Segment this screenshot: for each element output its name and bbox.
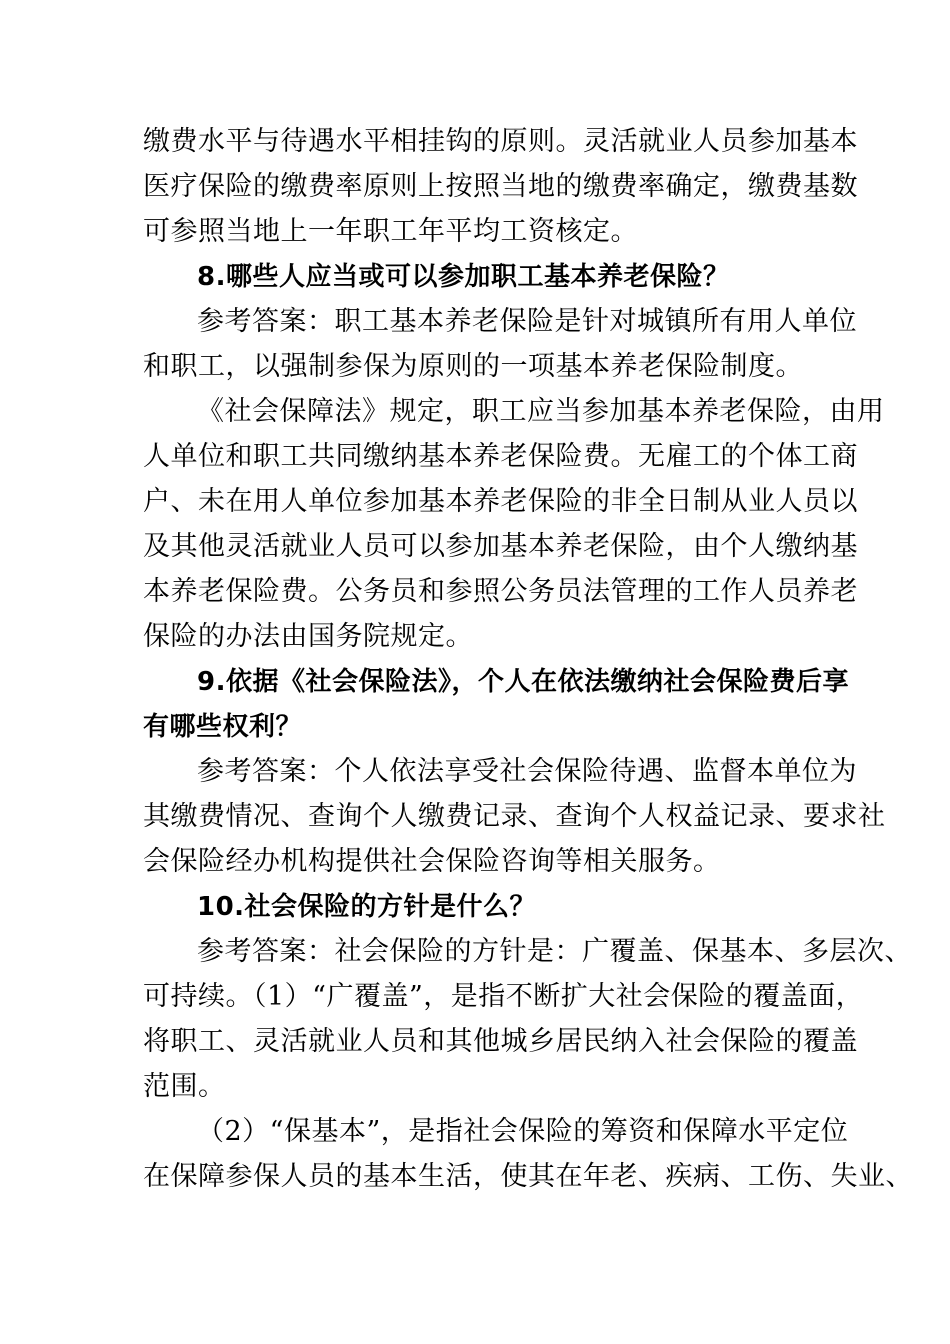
body-text-line: 人单位和职工共同缴纳基本养老保险费。无雇工的个体工商 xyxy=(143,441,858,472)
answer-text-line: 参考答案：个人依法享受社会保险待遇、监督本单位为 xyxy=(197,756,857,787)
body-text-line: 缴费水平与待遇水平相挂钩的原则。灵活就业人员参加基本 xyxy=(143,126,858,157)
answer-text-line: 其缴费情况、查询个人缴费记录、查询个人权益记录、要求社 xyxy=(143,801,886,832)
question-heading-9: 9.依据《社会保险法》，个人在依法缴纳社会保险费后享 xyxy=(197,667,849,697)
body-text-line: 《社会保障法》规定，职工应当参加基本养老保险，由用 xyxy=(197,396,885,427)
body-text-line: 及其他灵活就业人员可以参加基本养老保险，由个人缴纳基 xyxy=(143,531,858,562)
body-text-line: 保险的办法由国务院规定。 xyxy=(143,621,473,652)
answer-text-line: 参考答案：职工基本养老保险是针对城镇所有用人单位 xyxy=(197,306,857,337)
question-heading-8: 8.哪些人应当或可以参加职工基本养老保险？ xyxy=(197,262,730,292)
body-text-line: 在保障参保人员的基本生活，使其在年老、疾病、工伤、失业、 xyxy=(143,1161,913,1192)
answer-text-line: 和职工，以强制参保为原则的一项基本养老保险制度。 xyxy=(143,351,803,382)
answer-text-line: 参考答案：社会保险的方针是：广覆盖、保基本、多层次、 xyxy=(197,936,912,967)
answer-text-line: 可持续。（1）“广覆盖”，是指不断扩大社会保险的覆盖面， xyxy=(143,981,864,1012)
body-text-line: 可参照当地上一年职工年平均工资核定。 xyxy=(143,216,638,247)
answer-text-line: 将职工、灵活就业人员和其他城乡居民纳入社会保险的覆盖 xyxy=(143,1026,858,1057)
body-text-line: （2）“保基本”，是指社会保险的筹资和保障水平定位 xyxy=(197,1116,849,1147)
body-text-line: 户、未在用人单位参加基本养老保险的非全日制从业人员以 xyxy=(143,486,858,517)
body-text-line: 本养老保险费。公务员和参照公务员法管理的工作人员养老 xyxy=(143,576,858,607)
body-text-line: 医疗保险的缴费率原则上按照当地的缴费率确定，缴费基数 xyxy=(143,171,858,202)
question-heading-9-cont: 有哪些权利？ xyxy=(143,712,303,742)
answer-text-line: 会保险经办机构提供社会保险咨询等相关服务。 xyxy=(143,846,721,877)
answer-text-line: 范围。 xyxy=(143,1071,226,1102)
question-heading-10: 10.社会保险的方针是什么？ xyxy=(197,892,537,922)
